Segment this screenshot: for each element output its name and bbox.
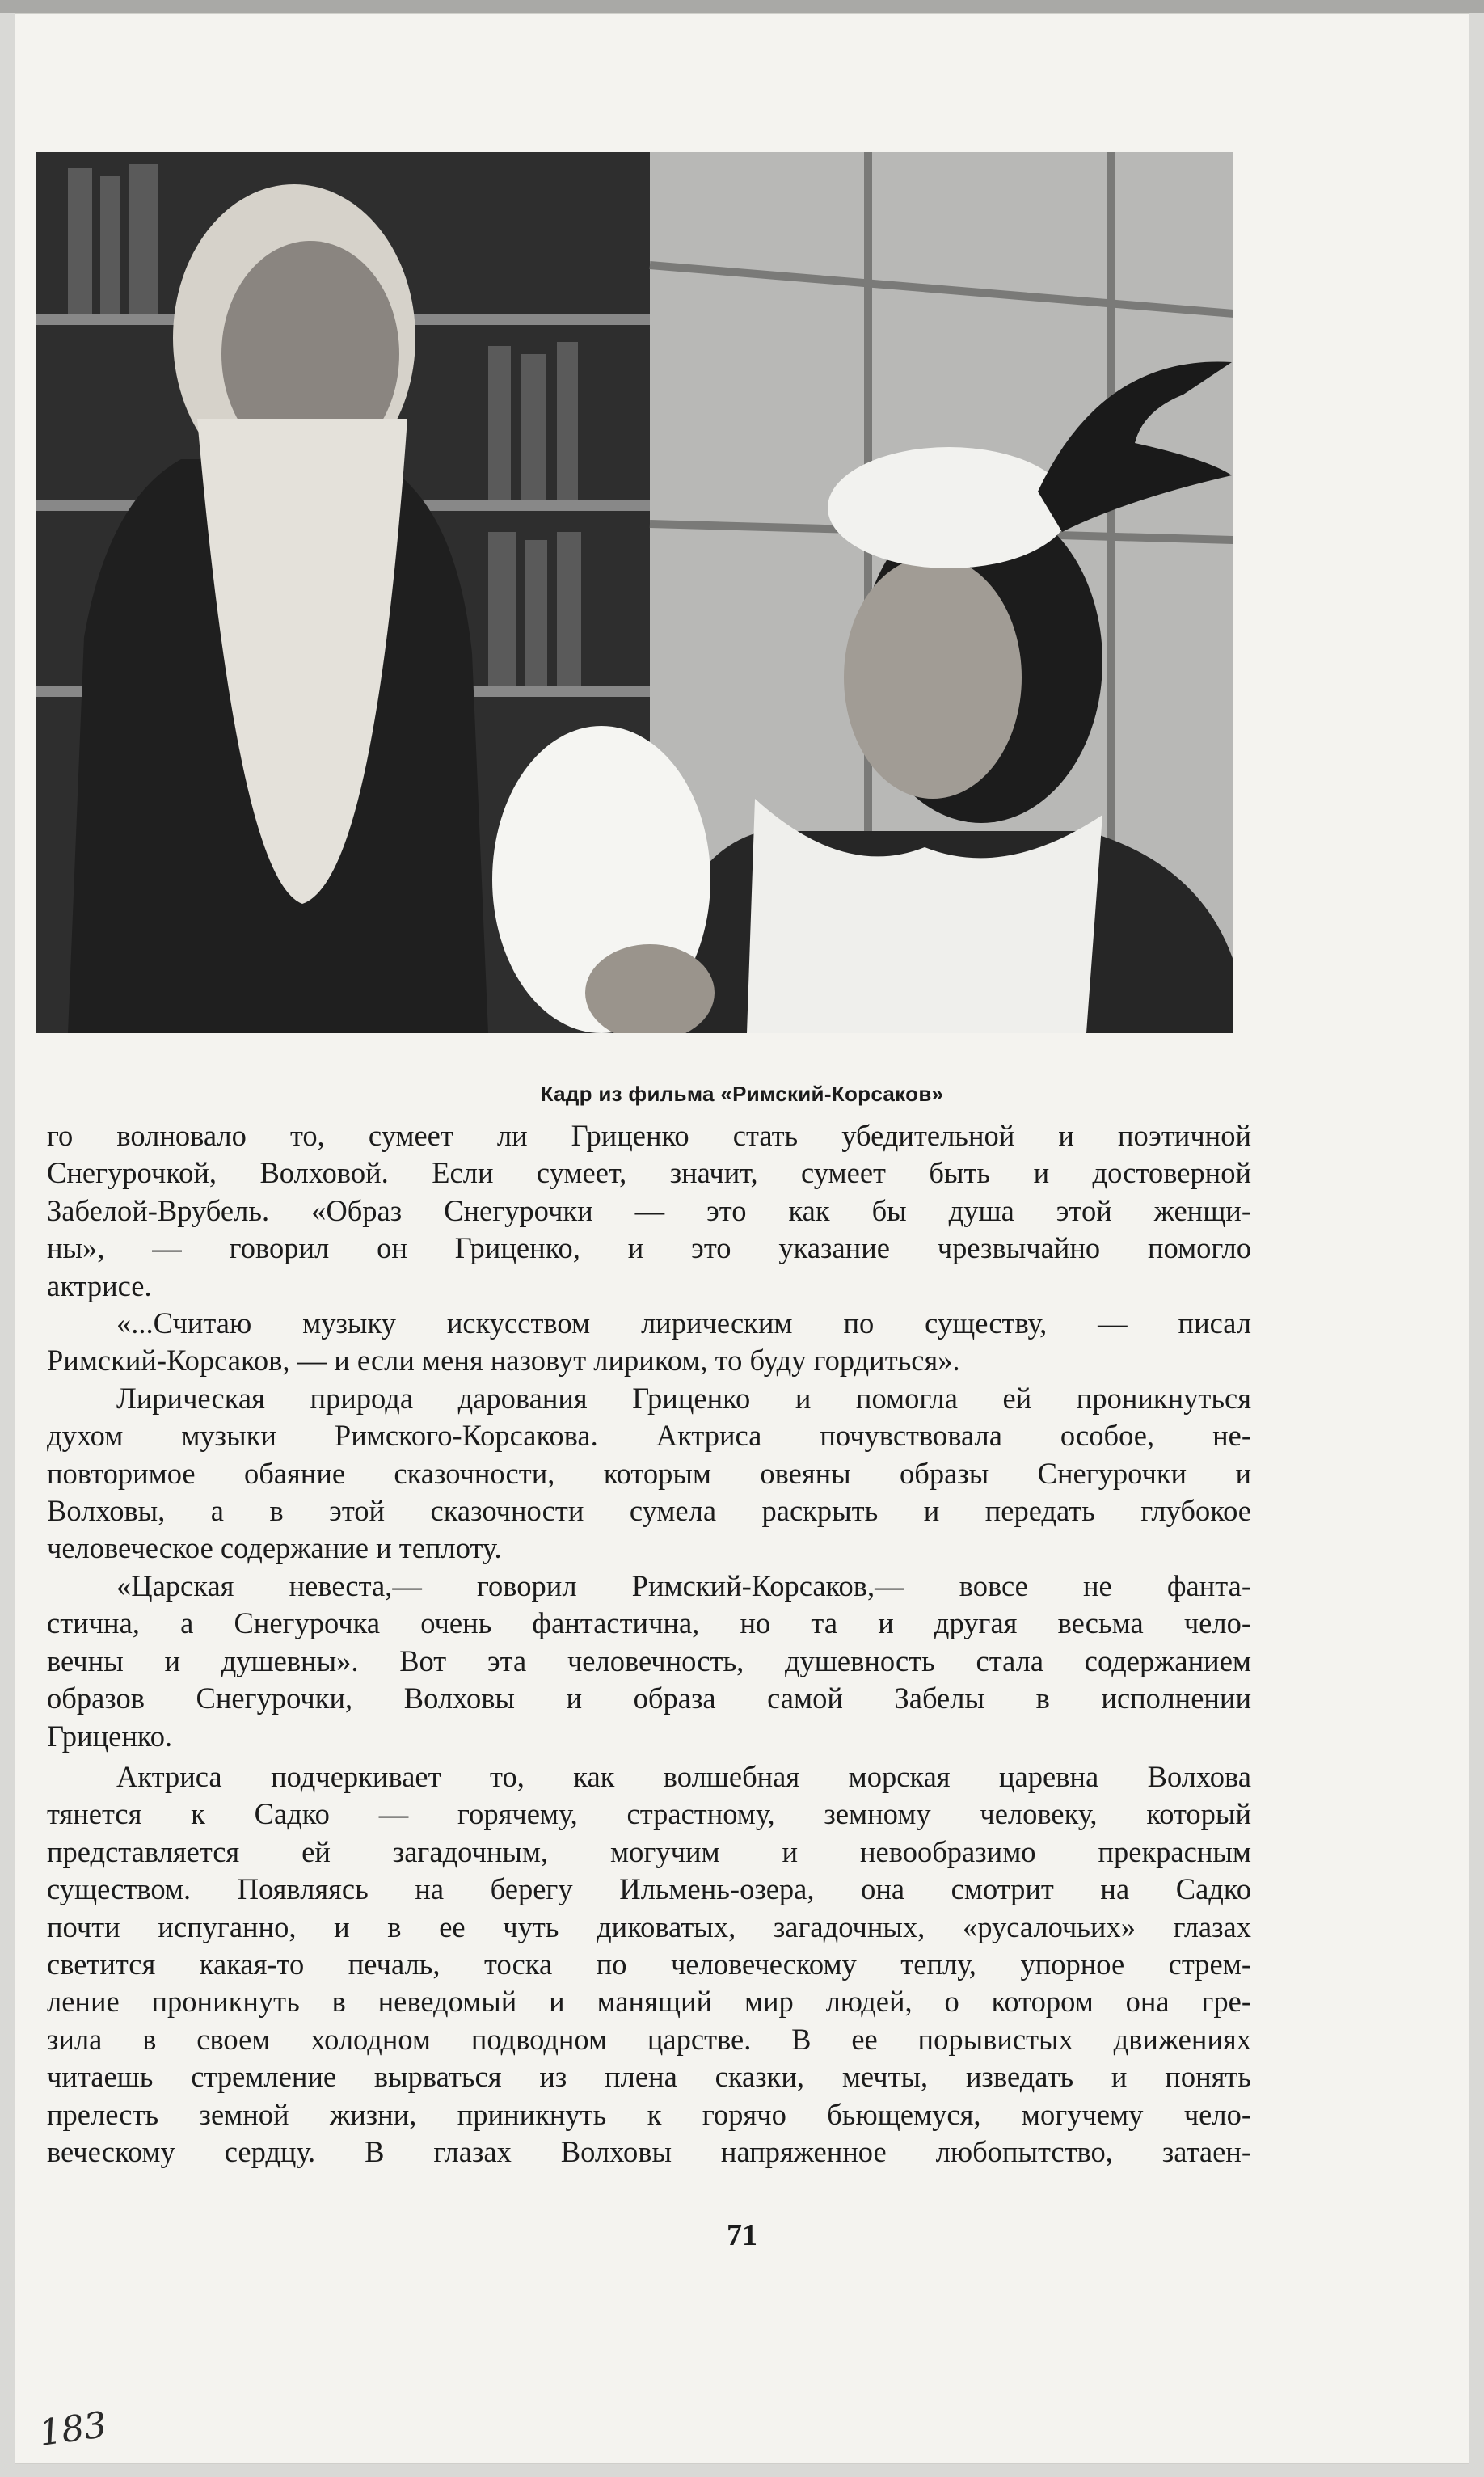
paragraph-3 bbox=[47, 1380, 1251, 1568]
text-line: Лирическая природа дарования Гриценко и помогла ей проникнуться bbox=[116, 1381, 1251, 1415]
text-line: «...Считаю музыку искусством лирическим по существу, — писал bbox=[116, 1306, 1251, 1340]
text-line: тянется к Садко — горячему, страстному, земному человеку, который bbox=[47, 1797, 1251, 1831]
text-line: Римский-Корсаков, — и если меня назовут лириком, то буду гордиться». bbox=[47, 1344, 960, 1378]
text-line: существом. Появляясь на берегу Ильмень-озера, она смотрит на Садко bbox=[47, 1872, 1251, 1906]
text-line: «Царская невеста,— говорил Римский-Корсаков,— вовсе не фанта- bbox=[116, 1568, 1251, 1602]
article-body bbox=[47, 1117, 1251, 2171]
text-line: ны», — говорил он Гриценко, и это указание чрезвычайно помогло bbox=[47, 1231, 1251, 1265]
text-line: повторимое обаяние сказочности, которым овеяны образы Снегурочки и bbox=[47, 1456, 1251, 1490]
woman-fur-hat bbox=[828, 447, 1070, 568]
paragraph-2 bbox=[47, 1305, 1251, 1380]
text-line: Волховы, а в этой сказочности сумела раскрыть и передать глубокое bbox=[47, 1494, 1251, 1528]
woman-face bbox=[844, 556, 1022, 799]
text-line: представляется ей загадочным, могучим и невообразимо прекрасным bbox=[47, 1834, 1251, 1868]
text-line: духом музыки Римского-Корсакова. Актриса почувствовала особое, не- bbox=[47, 1419, 1251, 1453]
text-line: вечны и душевны». Вот эта человечность, душевность стала содержанием bbox=[47, 1644, 1251, 1677]
text-line: Гриценко. bbox=[47, 1719, 173, 1753]
text-line: зила в своем холодном подводном царстве. В ее порывистых движениях bbox=[47, 2022, 1251, 2056]
page-number: 71 bbox=[727, 2218, 757, 2252]
text-line: читаешь стремление вырваться из плена сказки, мечты, изведать и понять bbox=[47, 2060, 1251, 2094]
handwritten-note: 183 bbox=[36, 2403, 110, 2454]
text-line: веческому сердцу. В глазах Волховы напряженное любопытство, затаен- bbox=[47, 2134, 1251, 2168]
paragraph-1 bbox=[47, 1117, 1251, 1305]
text-line: человеческое содержание и теплоту. bbox=[47, 1531, 502, 1565]
text-line: го волновало то, сумеет ли Гриценко стать убедительной и поэтичной bbox=[47, 1119, 1251, 1152]
text-line: стична, а Снегурочка очень фантастична, но та и другая весьма чело- bbox=[47, 1606, 1251, 1640]
scanner-edge bbox=[0, 0, 1484, 13]
text-line: Забелой-Врубель. «Образ Снегурочки — это как бы душа этой женщи- bbox=[47, 1193, 1251, 1227]
text-line: Снегурочкой, Волховой. Если сумеет, значит, сумеет быть и достоверной bbox=[47, 1156, 1251, 1190]
paragraph-5 bbox=[47, 1758, 1251, 2171]
text-line: образов Снегурочки, Волховы и образа самой Забелы в исполнении bbox=[47, 1682, 1251, 1715]
text-line: ление проникнуть в неведомый и манящий мир людей, о котором она гре- bbox=[47, 1985, 1251, 2019]
text-line: актрисе. bbox=[47, 1268, 152, 1302]
photo-caption: Кадр из фильма «Римский-Корсаков» bbox=[540, 1082, 944, 1106]
text-line: прелесть земной жизни, приникнуть к горячо бьющемуся, могучему чело- bbox=[47, 2097, 1251, 2131]
text-line: почти испуганно, и в ее чуть диковатых, загадочных, «русалочьих» глазах bbox=[47, 1909, 1251, 1943]
paragraph-4 bbox=[47, 1568, 1251, 1755]
text-line: светится какая-то печаль, тоска по человеческому теплу, упорное стрем- bbox=[47, 1947, 1251, 1981]
film-still-photo bbox=[36, 152, 1233, 1033]
photo-illustration bbox=[36, 152, 1233, 1033]
text-line: Актриса подчеркивает то, как волшебная морская царевна Волхова bbox=[116, 1759, 1251, 1793]
